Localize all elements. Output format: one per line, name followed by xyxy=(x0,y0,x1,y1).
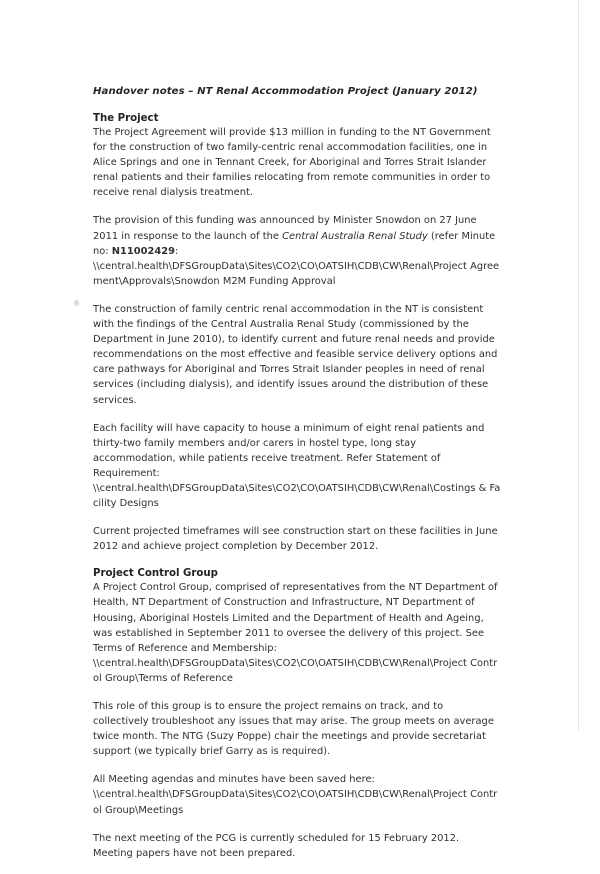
paragraph-facility-capacity xyxy=(93,421,501,512)
central-australia-renal-study-title: Central Australia Renal Study xyxy=(282,230,428,242)
paragraph-project-agreement: The Project Agreement will provide $13 million in funding to the NT Government for the construction of two family-centric renal accommodation facilities, one in Alice Springs and one in Tennant Creek, for Aboriginal and Torres Strait Islander renal patients and their families relocating from remote communities in order to receive renal dialysis treatment. xyxy=(93,127,491,199)
facility-capacity-text: Each facility will have capacity to house a minimum of eight renal patients and thirty-two family members and/or carers in hostel type, long stay accommodation, while patients receive treatment. Refer Statement of Requirement: xyxy=(93,422,485,479)
minute-number: N11002429 xyxy=(111,245,176,257)
file-path-terms-of-reference: \\central.health\DFSGroupData\Sites\CO2\CO\OATSIH\CDB\CW\Renal\Project Control Group\Terms of Reference xyxy=(93,657,498,684)
paragraph-projected-timeframes: Current projected timeframes will see construction start on these facilities in June 2012 and achieve project completion by December 2012. xyxy=(93,526,498,553)
paragraph-pcg-minutes xyxy=(93,772,501,817)
paragraph-pcg-next-meeting: The next meeting of the PCG is currently scheduled for 15 February 2012. Meeting papers have not been prepared. xyxy=(93,832,460,859)
funding-mid-text: (refer Minute no: xyxy=(93,230,496,257)
funding-tail-text: : xyxy=(175,245,179,257)
paragraph-construction-consistency: The construction of family centric renal accommodation in the NT is consistent with the findings of the Central Australia Renal Study (commissioned by the Department in June 2010), to identify current and future renal needs and provide recommendations on the most effective and feasible service delivery options and care pathways for Aboriginal and Torres Strait Islander peoples in need of renal services (including dialysis), and identify issues around the distribution of these services. xyxy=(93,303,498,406)
section-heading-the-project: The Project xyxy=(93,113,159,124)
funding-lead-text: The provision of this funding was announced by Minister Snowdon on 27 June 2011 in response to the launch of the xyxy=(93,215,477,242)
paragraph-pcg-role: This role of this group is to ensure the project remains on track, and to collectively troubleshoot any issues that may arise. The group meets on average twice month. The NTG (Suzy Poppe) chair the meetings and provide secretariat support (we typically brief Garry as is required). xyxy=(93,701,494,758)
document-body xyxy=(93,86,501,874)
page-edge-line xyxy=(578,0,579,730)
document-header: Handover notes – NT Renal Accommodation Project (January 2012) xyxy=(93,86,478,97)
section-heading-project-control-group: Project Control Group xyxy=(93,568,218,580)
file-path-costings-facility-designs: \\central.health\DFSGroupData\Sites\CO2\CO\OATSIH\CDB\CW\Renal\Costings & Facility Designs xyxy=(93,482,501,510)
pcg-minutes-text: All Meeting agendas and minutes have been saved here: xyxy=(93,774,375,786)
paragraph-pcg-composition xyxy=(93,580,501,686)
file-path-funding-approval: \\central.health\DFSGroupData\Sites\CO2\CO\OATSIH\CDB\CW\Renal\Project Agreement\Approvals\Snowdon M2M Funding Approval xyxy=(93,260,500,287)
paragraph-funding-announcement xyxy=(93,213,501,288)
file-path-pcg-meetings: \\central.health\DFSGroupData\Sites\CO2\CO\OATSIH\CDB\CW\Renal\Project Control Group\Meetings xyxy=(93,789,498,816)
scan-artifact-smudge xyxy=(74,300,79,306)
pcg-composition-text: A Project Control Group, comprised of representatives from the NT Department of Health, NT Department of Construction and Infrastructure, NT Department of Housing, Aboriginal Hostels Limited and the Department of Health and Ageing, was established in September 2011 to oversee the delivery of this project. See Terms of Reference and Membership: xyxy=(93,582,498,654)
